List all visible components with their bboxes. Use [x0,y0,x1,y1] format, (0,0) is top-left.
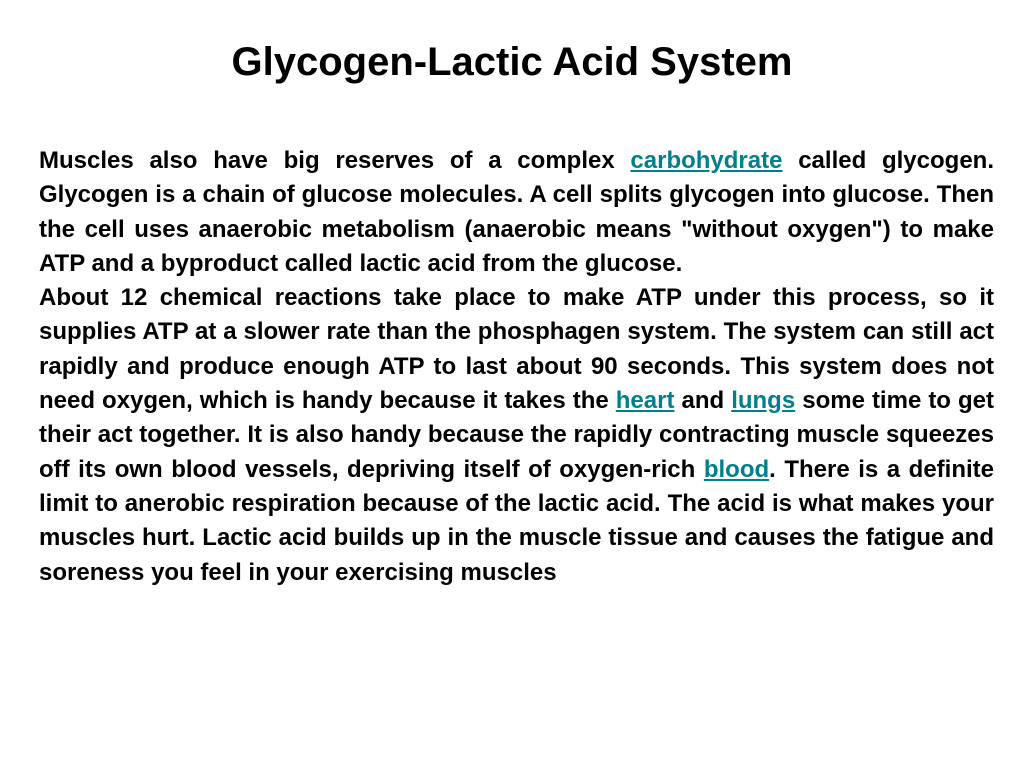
paragraph-1-text-2: called glycogen. Glycogen is a chain of glucose molecules. A cell splits glycogen into glucose. Then the cell uses anaerobic metabolism (anaerobic means "without oxygen") to make ATP and a byproduct called lactic acid from the glucose. [39,147,994,277]
paragraph-2-text-4: . There is a definite limit to anerobic respiration because of the lactic acid. The acid is what makes your muscles hurt. Lactic acid builds up in the muscle tissue and causes the fatigue and soreness you feel in your exercising muscles [39,455,994,586]
paragraph-1-text-1: Muscles also have big reserves of a complex [39,147,631,174]
paragraph-glycogen [39,144,994,281]
paragraph-2-text-3: some time to get their act together. It is also handy because the rapidly contracting muscle squeezes off its own blood vessels, depriving itself of oxygen-rich [39,387,994,483]
blood-link[interactable]: blood [703,455,770,483]
paragraph-reactions [39,281,994,590]
carbohydrate-link[interactable]: carbohydrate [630,147,783,174]
heart-link[interactable]: heart [615,387,675,415]
paragraph-2-text-2: and [674,387,732,415]
paragraph-2-text-1: About 12 chemical reactions take place to make ATP under this process, so it supplies ATP at a slower rate than the phosphagen system. The system can still act rapidly and produce enough ATP to last about 90 seconds. This system does not need oxygen, which is handy because it takes the [39,284,994,415]
slide-title: Glycogen-Lactic Acid System [231,40,793,84]
slide-body [39,144,994,590]
lungs-link[interactable]: lungs [731,387,796,415]
